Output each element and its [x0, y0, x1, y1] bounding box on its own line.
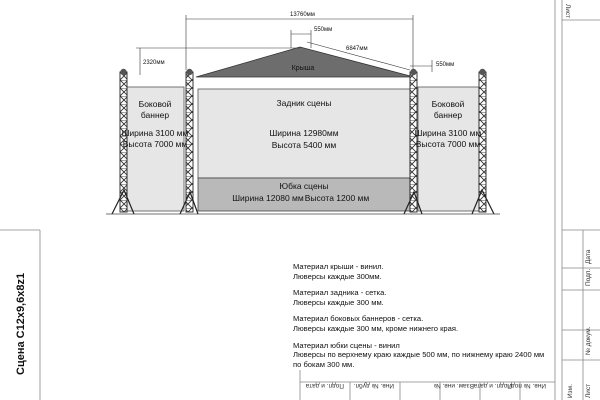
skirt-height: Высота 1200 мм — [304, 193, 370, 203]
note-side-line-1: Материал боковых баннеров - сетка. — [293, 314, 424, 324]
side-left-label-2: баннер — [140, 110, 170, 120]
side-left-label-1: Боковой — [138, 99, 172, 109]
side-right-height: Высота 7000 мм — [415, 139, 481, 149]
drawing-title: Сцена С12х9,6х8z1 — [15, 272, 27, 375]
note-side-line-2: Люверсы каждые 300 мм, кроме нижнего края. — [293, 323, 459, 333]
stamp-dokum: № докум. — [585, 326, 592, 355]
note-skirt-line-1: Материал юбки сцены - винил — [293, 340, 400, 350]
truss-cap-2 — [186, 69, 192, 75]
truss-cap-3 — [410, 69, 416, 75]
note-skirt — [293, 341, 563, 370]
back-drop-label: Задник сцены — [276, 98, 332, 108]
back-drop-width: Ширина 12980мм — [269, 128, 339, 138]
note-back-drop — [293, 288, 563, 307]
side-right-width: Ширина 3100 мм — [414, 128, 482, 138]
side-left-height: Высота 7000 мм — [122, 139, 188, 149]
dimension-side-offset: 550мм — [436, 62, 455, 68]
sheet-label: Лист — [564, 4, 571, 19]
stamp-izm: Изм. — [567, 384, 574, 398]
side-right-label-2: баннер — [433, 110, 463, 120]
stamp-data: Дата — [585, 249, 592, 264]
dimension-roof-slope: 6847мм — [346, 46, 368, 52]
truss-cap-4 — [479, 69, 485, 75]
stamp-list: Лист — [585, 383, 592, 398]
bottom-stamp — [305, 382, 546, 390]
truss-cap-1 — [120, 69, 126, 75]
dimension-roof-height: 2320мм — [143, 60, 165, 66]
skirt-label: Юбка сцены — [279, 181, 329, 191]
stamp-inv-dubl: Инв. № дубл. — [353, 382, 394, 389]
side-right-label-1: Боковой — [431, 99, 465, 109]
stamp-podp: Подп. — [585, 268, 592, 286]
note-skirt-line-3: по бокам 300 мм. — [293, 359, 355, 369]
roof-label: Крыша — [291, 65, 315, 72]
stamp-podp-data-2: Подп. и дата — [305, 382, 344, 389]
note-roof-line-1: Материал крыши - винил. — [293, 262, 384, 271]
dimension-total-width: 13760мм — [290, 12, 315, 18]
dimension-ridge-width: 550мм — [314, 27, 333, 33]
note-skirt-line-2: Люверсы по верхнему краю каждые 500 мм, по нижнему краю 2400 мм — [293, 350, 545, 360]
stamp-vzam-inv: Взам. инв. № — [433, 382, 474, 389]
stamp-inv-podl: Инв. № подл. — [505, 382, 546, 389]
note-roof-line-2: Люверсы каждые 300мм. — [293, 271, 382, 281]
side-left-width: Ширина 3100 мм — [121, 128, 189, 138]
skirt-width: Ширина 12080 мм — [232, 193, 304, 203]
note-roof — [293, 262, 563, 281]
note-back-line-1: Материал задника - сетка. — [293, 288, 387, 298]
note-back-line-2: Люверсы каждые 300 мм. — [293, 297, 384, 307]
side-stamp — [567, 249, 592, 398]
stamp-podp-data-1: Подп. и дата — [473, 382, 512, 389]
back-drop-height: Высота 5400 мм — [271, 140, 337, 150]
material-notes — [293, 262, 563, 376]
note-side-banners — [293, 314, 563, 333]
